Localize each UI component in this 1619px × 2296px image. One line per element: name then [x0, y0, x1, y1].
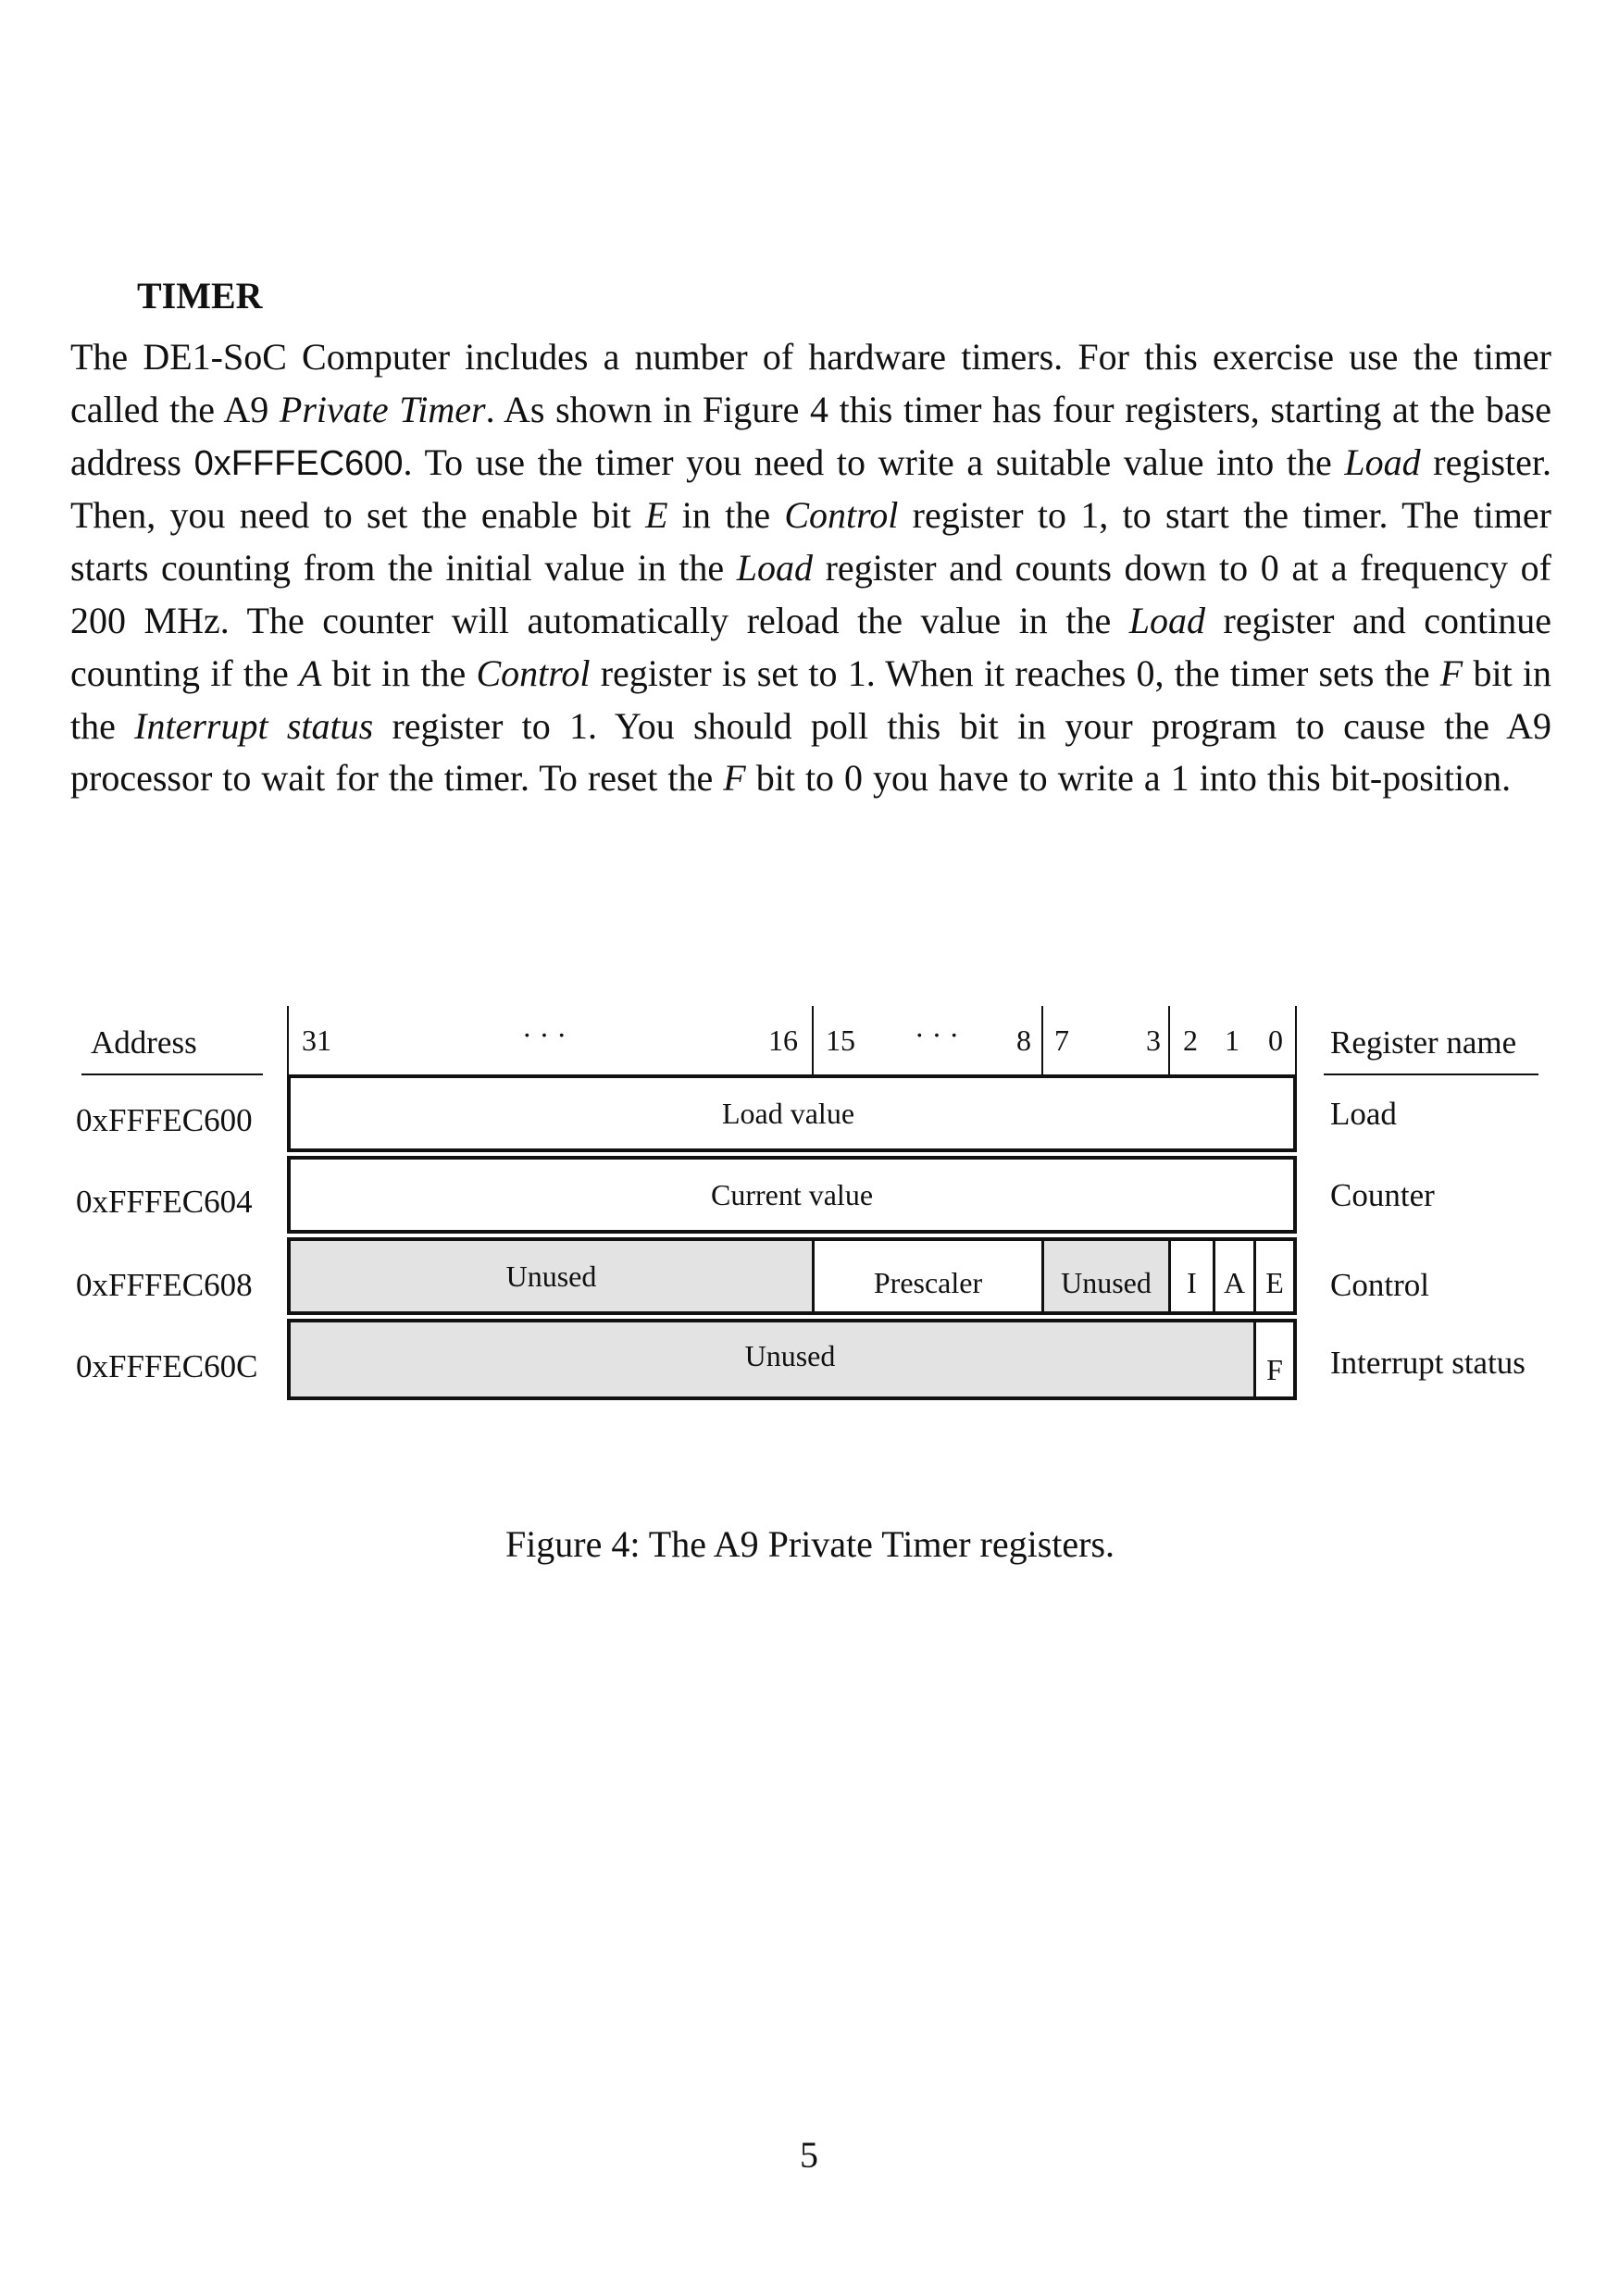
bit-31-label: 31 [302, 1024, 331, 1057]
register-name-header-underline [1324, 1074, 1538, 1075]
bit-tick [287, 1006, 289, 1074]
field-unused-low: Unused [1041, 1241, 1168, 1311]
register-name-counter: Counter [1330, 1177, 1435, 1213]
bit-1-label: 1 [1225, 1024, 1239, 1057]
register-row-counter [287, 1156, 1297, 1234]
field-bit-i: I [1168, 1241, 1213, 1311]
bit-7-label: 7 [1054, 1024, 1069, 1057]
address-label: 0xFFFEC600 [76, 1102, 253, 1138]
field-bit-a: A [1213, 1241, 1253, 1311]
register-row-load [287, 1074, 1297, 1152]
bit-tick [1295, 1006, 1297, 1074]
register-row-interrupt-status [287, 1319, 1297, 1400]
bit-tick [1041, 1006, 1043, 1074]
bit-16-label: 16 [768, 1024, 798, 1057]
body-paragraph: The DE1-SoC Computer includes a number of hardware timers. For this exercise use the timer called the A9 Private Timer. As shown in Figure 4 this timer has four registers, starting at the base address 0xFFFEC600. To use the timer you need to write a suitable value into the Load register. Then, you need to set the enable bit E in the Control register to 1, to start the timer. The timer starts counting from the initial value in the Load register and counts down to 0 at a frequency of 200 MHz. The counter will automatically reload the value in the Load register and continue counting if the A bit in the Control register is set to 1. When it reaches 0, the timer sets the F bit in the Interrupt status register to 1. You should poll this bit in your program to cause the A9 processor to wait for the timer. To reset the F bit to 0 you have to write a 1 into this bit-position. [70, 336, 1552, 800]
bit-15-label: 15 [826, 1024, 855, 1057]
field-current-value: Current value [710, 1178, 874, 1211]
bit-tick [1168, 1006, 1170, 1074]
bit-0-label: 0 [1268, 1024, 1283, 1057]
register-name-control: Control [1330, 1267, 1429, 1303]
bit-tick [812, 1006, 814, 1074]
address-header-underline [81, 1074, 263, 1075]
bit-ellipsis: · · · [915, 1018, 959, 1051]
term-private-timer: Private Timer [279, 388, 486, 430]
field-bit-f: F [1253, 1322, 1293, 1396]
address-label: 0xFFFEC604 [76, 1184, 253, 1220]
register-row-control [287, 1237, 1297, 1315]
address-header: Address [91, 1024, 197, 1061]
field-bit-e: E [1253, 1241, 1293, 1311]
field-unused: Unused [744, 1339, 836, 1372]
field-prescaler: Prescaler [812, 1241, 1041, 1311]
address-label: 0xFFFEC60C [76, 1348, 258, 1384]
bit-2-label: 2 [1183, 1024, 1198, 1057]
bit-8-label: 8 [1016, 1024, 1031, 1057]
address-label: 0xFFFEC608 [76, 1267, 253, 1303]
bit-ellipsis: · · · [522, 1018, 567, 1051]
field-unused-high: Unused [505, 1260, 597, 1293]
register-name-header: Register name [1330, 1024, 1517, 1061]
base-address: 0xFFFEC600 [193, 443, 404, 483]
field-load-value: Load value [721, 1097, 855, 1130]
bit-3-label: 3 [1146, 1024, 1161, 1057]
figure-caption: Figure 4: The A9 Private Timer registers. [504, 1523, 1115, 1565]
page-number: 5 [800, 2134, 818, 2176]
register-name-interrupt-status: Interrupt status [1330, 1345, 1526, 1381]
section-heading: TIMER [137, 275, 263, 316]
register-name-load: Load [1330, 1096, 1397, 1132]
